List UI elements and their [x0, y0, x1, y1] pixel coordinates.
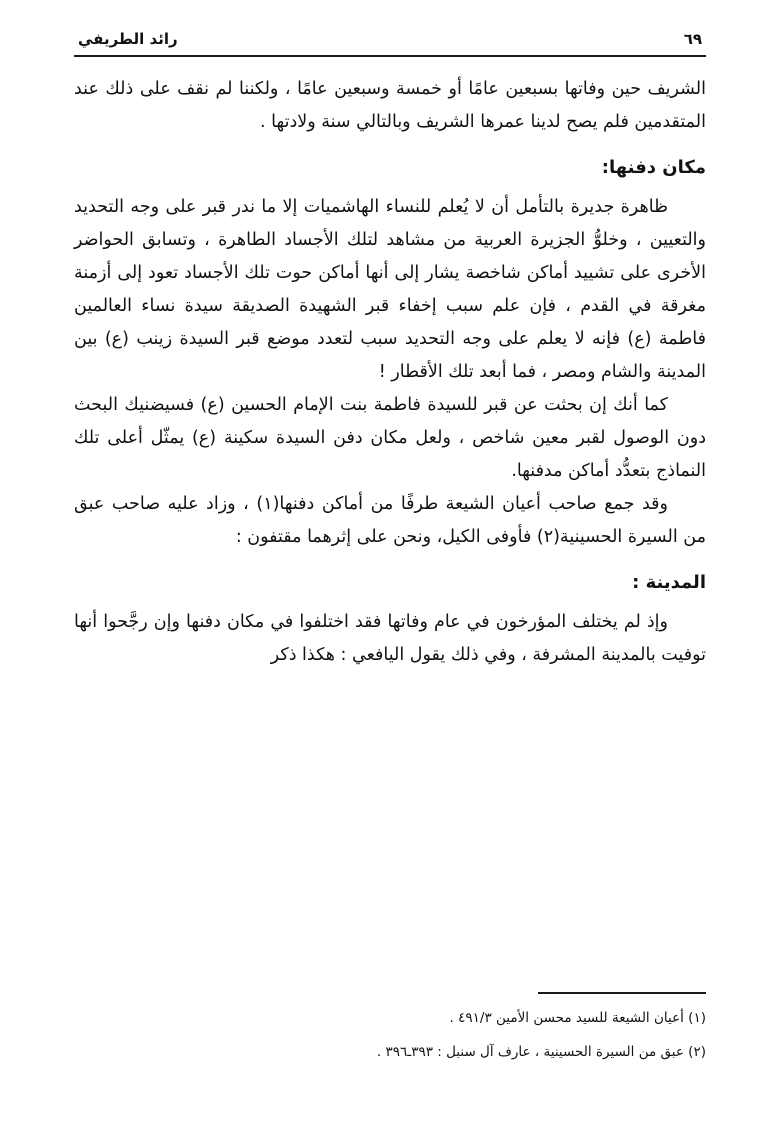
paragraph-fatima-bint-husayn: كما أنك إن بحثت عن قبر للسيدة فاطمة بنت الإمام الحسين (ع) فسيضنيك البحث دون الوصول لقبر معين شاخص ، ولعل مكان دفن السيدة سكينة (ع) يمثّل أعلى تلك النماذج بتعدُّد أماكن مدفنها.	[74, 395, 706, 481]
section-heading-burial-place: مكان دفنها:	[601, 157, 706, 178]
running-title: رائد الطريفي	[78, 30, 178, 48]
page-number: ٦٩	[683, 30, 702, 48]
paragraph-phenomenon: ظاهرة جديرة بالتأمل أن لا يُعلم للنساء الهاشميات إلا ما ندر قبر على وجه التحديد والتعيين ، وخلوُّ الجزيرة العربية من مشاهد لتلك الأجساد الطاهرة ، وتسابق الحواضر الأخرى على تشييد أماكن شاخصة يشار إلى أنها أماكن حوت تلك الأجساد تعود إلى أزمنة مغرقة في القدم ، فإن علم سبب إخفاء قبر الشهيدة الصديقة سيدة نساء العالمين فاطمة (ع) فإنه لا يعلم على وجه التحديد سبب لتعدد موضع قبر السيدة زينب (ع) بين المدينة والشام ومصر ، فما أبعد تلك الأقطار !	[74, 197, 706, 382]
footnotes-block	[74, 992, 706, 1074]
paragraph-sources: وقد جمع صاحب أعيان الشيعة طرفًا من أماكن دفنها(١) ، وزاد عليه صاحب عبق من السيرة الحسينية(٢) فأوفى الكيل، ونحن على إثرهما مقتفون :	[74, 494, 706, 547]
section-heading-medina: المدينة :	[632, 572, 706, 593]
footnote-item: (٢) عبق من السيرة الحسينية ، عارف آل سنبل : ٣٩٣ـ٣٩٦ .	[376, 1044, 706, 1060]
paragraph-medina: وإذ لم يختلف المؤرخون في عام وفاتها فقد اختلفوا في مكان دفنها وإن رجَّحوا أنها توفيت بالمدينة المشرفة ، وفي ذلك يقول اليافعي : هكذا ذكر	[74, 612, 706, 665]
page-content	[74, 0, 706, 672]
footnote-item: (١) أعيان الشيعة للسيد محسن الأمين ٤٩١/٣ .	[449, 1010, 706, 1026]
body-text	[74, 73, 706, 672]
page-header	[74, 0, 706, 57]
footnote-separator-line	[538, 992, 706, 994]
paragraph-continuation: الشريف حين وفاتها بسبعين عامًا أو خمسة وسبعين عامًا ، ولكننا لم نقف على ذلك عند المتقدمين فلم يصح لدينا عمرها الشريف وبالتالي سنة ولادتها .	[74, 79, 706, 132]
